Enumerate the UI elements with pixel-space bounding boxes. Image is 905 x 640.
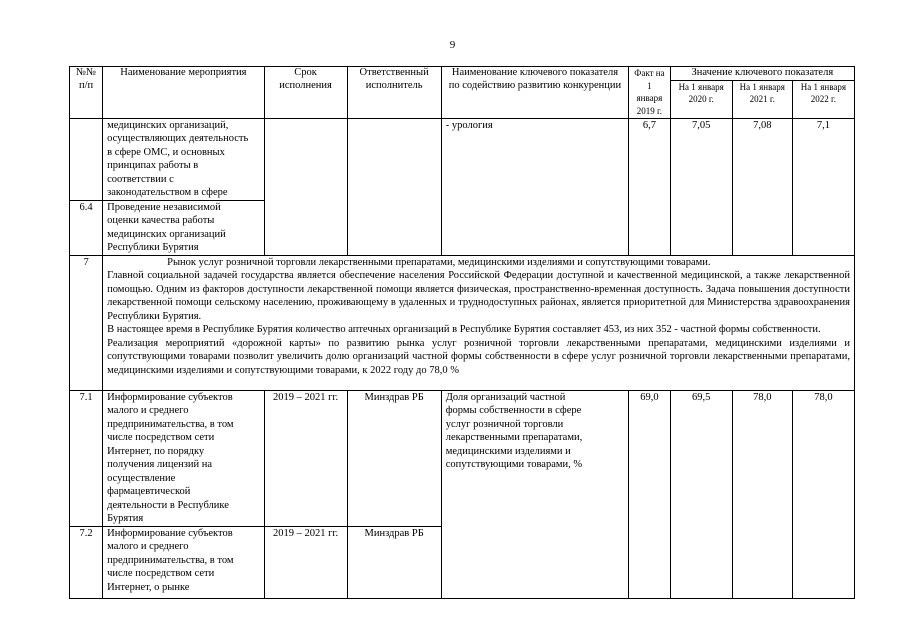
header-2022: На 1 января 2022 г. xyxy=(792,80,854,118)
section-7-num: 7 xyxy=(70,255,103,390)
row-7-2-name-line: малого и среднего xyxy=(107,541,189,552)
row-6-4-name-line: Республики Бурятия xyxy=(107,242,199,253)
section-7-title: Рынок услуг розничной торговли лекарственными препаратами, медицинскими изделиями и сопутствующими товарами. xyxy=(167,256,711,268)
header-value-group: Значение ключевого показателя xyxy=(670,67,854,81)
roadmap-table xyxy=(69,66,855,599)
section-7-paragraph: Главной социальной задачей государства является обеспечение населения Российской Федерации доступной и качественной медицинской, а также лекарственной помощью. Одним из факторов доступности лекарственной помощи является физическая, пространственно-временная доступность. Задача повышения доступности лекарственной помощи сельскому населению, проживающему в удаленных и труднодоступных районах, является приоритетной для Министерства здравоохранения Республики Бурятия. xyxy=(107,270,850,322)
row-7-1-name-line: числе посредством сети xyxy=(107,432,215,443)
cont-name-line: осуществляющих деятельность xyxy=(107,133,249,144)
page-number: 9 xyxy=(449,39,456,51)
row-7-1-indicator-line: услуг розничной торговли xyxy=(445,418,564,430)
row-7-1-name-line: Информирование субъектов xyxy=(107,391,233,403)
cont-fact: 6,7 xyxy=(629,118,670,255)
row-7-1-indicator-line: формы собственности в сфере xyxy=(445,405,582,416)
table-row-continuation xyxy=(70,118,855,200)
row-7-1-indicator-line: Доля организаций частной xyxy=(445,391,566,403)
row-7-1-name-line: получения лицензий на xyxy=(107,459,213,470)
cont-name-line: законодательством в сфере xyxy=(107,187,228,198)
row-6-4-name-line: оценки качества работы xyxy=(107,215,215,226)
header-2021: На 1 января 2021 г. xyxy=(732,80,792,118)
section-7-paragraph: В настоящее время в Республике Бурятия количество аптечных организаций в Республике Бурятия составляет 453, из них 352 - частной формы собственности. xyxy=(107,324,821,335)
row-7-1-indicator-line: сопутствующими товарами, % xyxy=(445,459,583,470)
header-name: Наименование мероприятия xyxy=(103,67,265,119)
row-7-1-name-line: фармацевтической xyxy=(107,486,191,497)
table-row-section-7 xyxy=(70,255,855,390)
cont-2021: 7,08 xyxy=(732,118,792,255)
cont-name xyxy=(103,118,265,200)
row-7-1-num: 7.1 xyxy=(70,390,103,526)
row-7-1-name xyxy=(103,390,265,526)
row-7-2-name xyxy=(103,526,265,598)
row-7-1-2021: 78,0 xyxy=(732,390,792,598)
row-6-4-name-line: Проведение независимой xyxy=(107,201,221,213)
section-7-paragraph: Реализация мероприятий «дорожной карты» по развитию рынка услуг розничной торговли лекарственными препаратами, медицинскими изделиями и сопутствующими товарами позволит увеличить долю организаций частной формы собственности в сфере услуг розничной торговли лекарственными препаратами, медицинскими изделиями и сопутствующими товарами, к 2022 году до 78,0 % xyxy=(107,337,850,376)
cont-2020: 7,05 xyxy=(670,118,732,255)
cont-responsible xyxy=(347,118,441,255)
row-7-1-name-line: деятельности в Республике xyxy=(107,499,229,511)
row-7-1-indicator-line: лекарственными препаратами, xyxy=(445,432,583,443)
header-responsible: Ответственный исполнитель xyxy=(347,67,441,119)
cont-name-line: медицинских организаций, xyxy=(107,119,229,131)
row-7-2-deadline: 2019 – 2021 гг. xyxy=(264,526,347,598)
row-7-1-2022: 78,0 xyxy=(792,390,854,598)
cont-2022: 7,1 xyxy=(792,118,854,255)
cont-deadline xyxy=(264,118,347,255)
cont-indicator: - урология xyxy=(441,118,628,255)
header-fact: Факт на 1 января 2019 г. xyxy=(629,67,670,119)
row-7-2-responsible: Минздрав РБ xyxy=(347,526,441,598)
row-7-1-name-line: предпринимательства, в том xyxy=(107,418,234,430)
cont-name-line: соответствии с xyxy=(107,173,174,185)
cont-name-line: в сфере ОМС, и основных xyxy=(107,146,225,158)
row-7-1-indicator-line: медицинскими изделиями и xyxy=(445,445,571,457)
row-7-1-name-line: Интернет, по порядку xyxy=(107,445,205,457)
row-7-1-name-line: осуществление xyxy=(107,472,176,484)
table-row-7-1 xyxy=(70,390,855,526)
header-num: №№ п/п xyxy=(70,67,103,119)
row-7-1-deadline: 2019 – 2021 гг. xyxy=(264,390,347,526)
row-6-4-num: 6.4 xyxy=(70,200,103,255)
row-7-1-fact: 69,0 xyxy=(629,390,670,598)
section-7-text xyxy=(103,255,855,390)
header-deadline: Срок исполнения xyxy=(264,67,347,119)
row-7-2-name-line: предпринимательства, в том xyxy=(107,554,234,566)
row-7-1-indicator xyxy=(441,390,628,598)
header-indicator: Наименование ключевого показателя по содействию развитию конкуренции xyxy=(441,67,628,119)
row-7-2-name-line: числе посредством сети xyxy=(107,568,215,579)
header-row xyxy=(70,67,855,81)
row-7-2-name-line: Интернет, о рынке xyxy=(107,581,190,593)
row-7-1-responsible: Минздрав РБ xyxy=(347,390,441,526)
row-6-4-name-line: медицинских организаций xyxy=(107,228,226,240)
cont-num xyxy=(70,118,103,200)
cont-name-line: принципах работы в xyxy=(107,160,199,171)
row-6-4-name xyxy=(103,200,265,255)
row-7-1-2020: 69,5 xyxy=(670,390,732,598)
row-7-1-name-line: Бурятия xyxy=(107,513,144,524)
row-7-1-name-line: малого и среднего xyxy=(107,405,189,416)
row-7-2-name-line: Информирование субъектов xyxy=(107,527,233,539)
header-2020: На 1 января 2020 г. xyxy=(670,80,732,118)
row-7-2-num: 7.2 xyxy=(70,526,103,598)
